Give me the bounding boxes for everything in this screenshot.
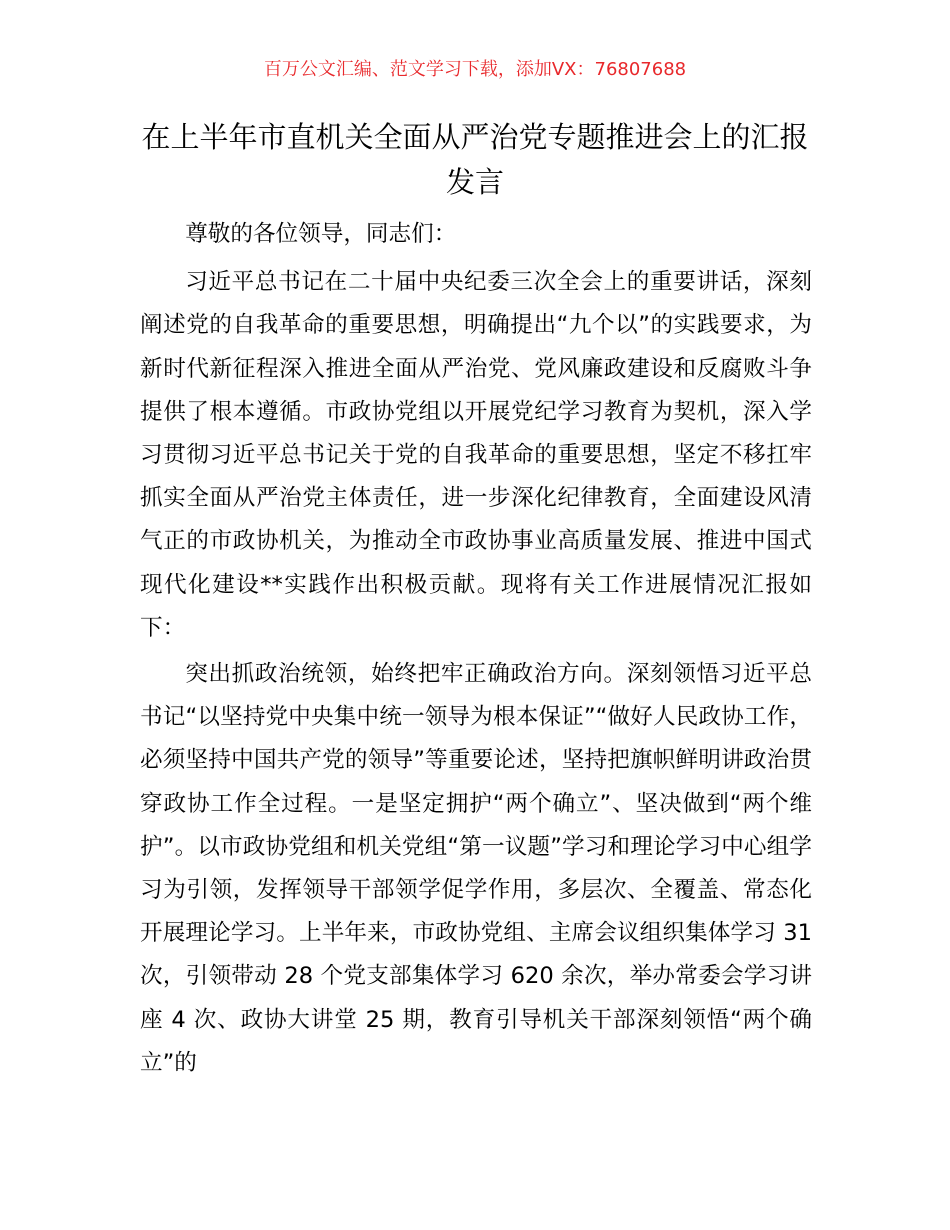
salutation: 尊敬的各位领导，同志们：	[185, 221, 457, 247]
header-watermark: 百万公文汇编、范文学习下载，添加VX：76807688	[263, 59, 687, 80]
document-title: 在上半年市直机关全面从严治党专题推进会上的汇报发言	[141, 120, 809, 199]
document-body	[140, 213, 812, 1088]
paragraph-political-leadership: 突出抓政治统领，始终把牢正确政治方向。深刻领悟习近平总书记“以坚持党中央集中统一领导为根本保证”“做好人民政协工作，必须坚持中国共产党的领导”等重要论述，坚持把旗帜鲜明讲政治贯穿政协工作全过程。一是坚定拥护“两个确立”、坚决做到“两个维护”。以市政协党组和机关党组“第一议题”学习和理论学习中心组学习为引领，发挥领导干部领学促学作用，多层次、全覆盖、常态化开展理论学习。上半年来，市政协党组、主席会议组织集体学习 31 次，引领带动 28 个党支部集体学习 620 余次，举办常委会学习讲座 4 次、政协大讲堂 25 期，教育引导机关干部深刻领悟“两个确立”的	[140, 661, 812, 1076]
paragraph-intro: 习近平总书记在二十届中央纪委三次全会上的重要讲话，深刻阐述党的自我革命的重要思想，明确提出“九个以”的实践要求，为新时代新征程深入推进全面从严治党、党风廉政建设和反腐败斗争提供了根本遵循。市政协党组以开展党纪学习教育为契机，深入学习贯彻习近平总书记关于党的自我革命的重要思想，坚定不移扛牢抓实全面从严治党主体责任，进一步深化纪律教育，全面建设风清气正的市政协机关，为推动全市政协事业高质量发展、推进中国式现代化建设**实践作出积极贡献。现将有关工作进展情况汇报如下：	[140, 269, 812, 641]
